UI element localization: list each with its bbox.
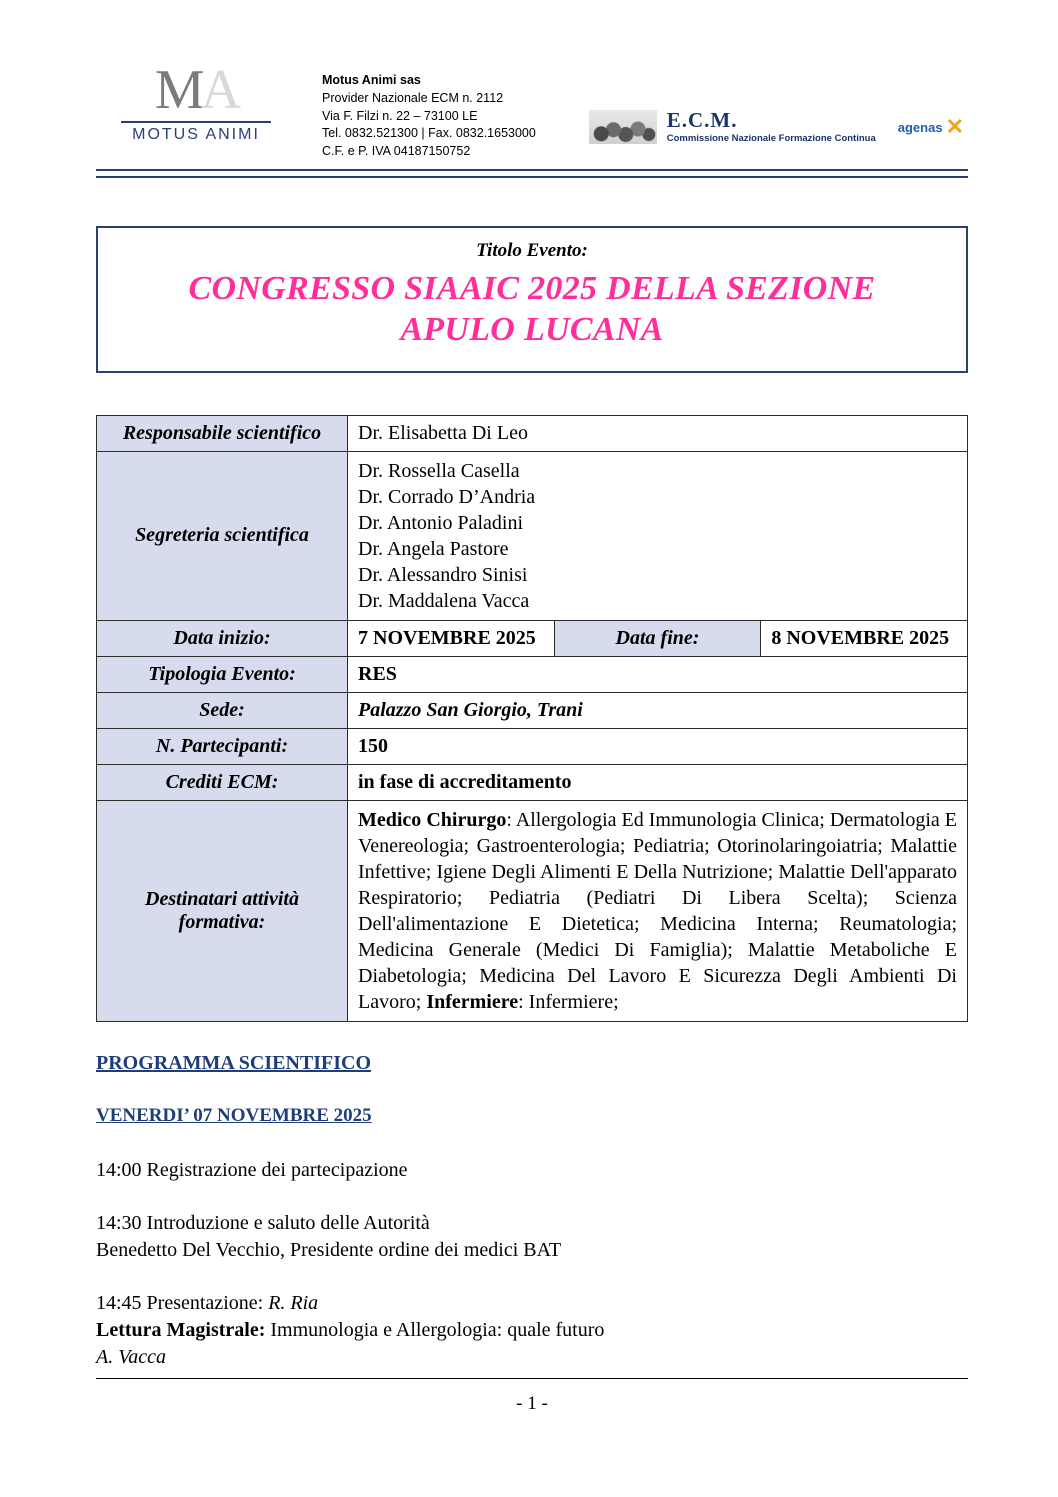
table-row [97,620,968,656]
list-item: Dr. Angela Pastore [358,537,509,560]
responsabile-value: Dr. Elisabetta Di Leo [348,415,968,451]
event-title-line1: CONGRESSO SIAAIC 2025 DELLA SEZIONE [188,269,876,307]
event-title [118,268,946,351]
data-fine-label: Data fine: [554,620,761,656]
program-item-lecture-title: Immunologia e Allergologia: quale futuro [265,1318,605,1341]
program-item-lecture-label: Lettura Magistrale: [96,1318,266,1341]
page-footer [96,1378,968,1415]
sede-label: Sede: [97,692,348,728]
table-row [97,415,968,451]
tipologia-label: Tipologia Evento: [97,656,348,692]
data-inizio-value: 7 NOVEMBRE 2025 [348,620,555,656]
table-row [97,800,968,1021]
destinatari-label: Destinatari attività formativa: [97,800,348,1021]
crediti-label: Crediti ECM: [97,764,348,800]
crediti-value: in fase di accreditamento [348,764,968,800]
event-title-label: Titolo Evento: [476,239,588,261]
table-row [97,656,968,692]
program-item-text: 14:30 Introduzione e saluto delle Autorità [96,1211,430,1234]
list-item: Dr. Maddalena Vacca [358,589,530,612]
motus-animi-logo [96,58,296,144]
program-day-heading: VENERDI’ 07 NOVEMBRE 2025 [96,1104,372,1126]
ecm-logo-group [589,58,968,144]
program-item-presenter: R. Ria [268,1291,319,1314]
program-item-lecturer: A. Vacca [96,1345,166,1368]
table-row [97,451,968,620]
program-item [96,1290,968,1371]
destinatari-prefix-medico: Medico Chirurgo [358,808,507,831]
program-item-text: 14:00 Registrazione dei partecipazione [96,1158,408,1181]
segreteria-value [348,451,968,620]
agenas-wordmark: agenas [897,119,943,135]
tipologia-value: RES [348,656,968,692]
company-details [296,58,536,161]
destinatari-text-infermiere: : Infermiere; [518,990,619,1013]
logo-monogram-icon: MA [154,59,238,121]
header-divider [96,169,968,178]
program-section [96,1052,968,1371]
logo-wordmark: MOTUS ANIMI [132,126,260,144]
people-photo-icon [589,110,657,144]
ecm-text [667,110,876,144]
table-row [97,692,968,728]
table-row [97,728,968,764]
logo-divider [121,121,271,123]
page-number: - 1 - [516,1393,548,1414]
list-item: Dr. Alessandro Sinisi [358,563,528,586]
partecipanti-label: N. Partecipanti: [97,728,348,764]
company-name: Motus Animi sas [322,73,421,87]
program-heading: PROGRAMMA SCIENTIFICO [96,1051,372,1074]
program-item-prefix: 14:45 Presentazione: [96,1291,269,1314]
company-phone: Tel. 0832.521300 | Fax. 0832.1653000 [322,126,536,141]
partecipanti-value: 150 [348,728,968,764]
destinatari-text-medico: : Allergologia Ed Immunologia Clinica; Dermatologia E Venereologia; Gastroenterologia; Pediatria; Otorinolaringoiatria; Malattie Infettive; Igiene Degli Alimenti E Della Nutrizione; Malattie Dell'apparato Respiratorio; Pediatria (Pediatri Di Libera Scelta); Scienza Dell'alimentazione E Dietetica; Medicina Interna; Reumatologia; Medicina Generale (Medici Di Famiglia); Malattie Metaboliche E Diabetologia; Medicina Del Lavoro E Sicurezza Degli Ambienti Di Lavoro; [358,808,958,1013]
company-provider: Provider Nazionale ECM n. 2112 [322,90,504,105]
destinatari-value [348,800,968,1021]
list-item: Dr. Corrado D’Andria [358,485,536,508]
list-item: Dr. Rossella Casella [358,459,520,482]
event-title-line2: APULO LUCANA [400,311,664,349]
sede-value: Palazzo San Giorgio, Trani [348,692,968,728]
program-item [96,1210,968,1264]
program-item [96,1157,968,1184]
document-header [96,0,968,161]
agenas-logo [898,116,964,138]
table-row [97,764,968,800]
ecm-title: E.C.M. [666,108,738,132]
company-vat: C.F. e P. IVA 04187150752 [322,144,471,158]
event-title-box [96,226,968,373]
page-content [96,0,968,1397]
ecm-subtitle: Commissione Nazionale Formazione Continua [666,133,876,144]
data-inizio-label: Data inizio: [97,620,348,656]
responsabile-label: Responsabile scientifico [97,415,348,451]
agenas-mark-icon: ✕ [945,114,964,139]
segreteria-label: Segreteria scientifica [97,451,348,620]
destinatari-prefix-infermiere: Infermiere [426,990,519,1013]
company-address: Via F. Filzi n. 22 – 73100 LE [322,108,478,123]
data-fine-value: 8 NOVEMBRE 2025 [761,620,968,656]
program-item-speaker: Benedetto Del Vecchio, Presidente ordine dei medici BAT [96,1238,562,1261]
event-info-table [96,415,968,1022]
list-item: Dr. Antonio Paladini [358,511,523,534]
